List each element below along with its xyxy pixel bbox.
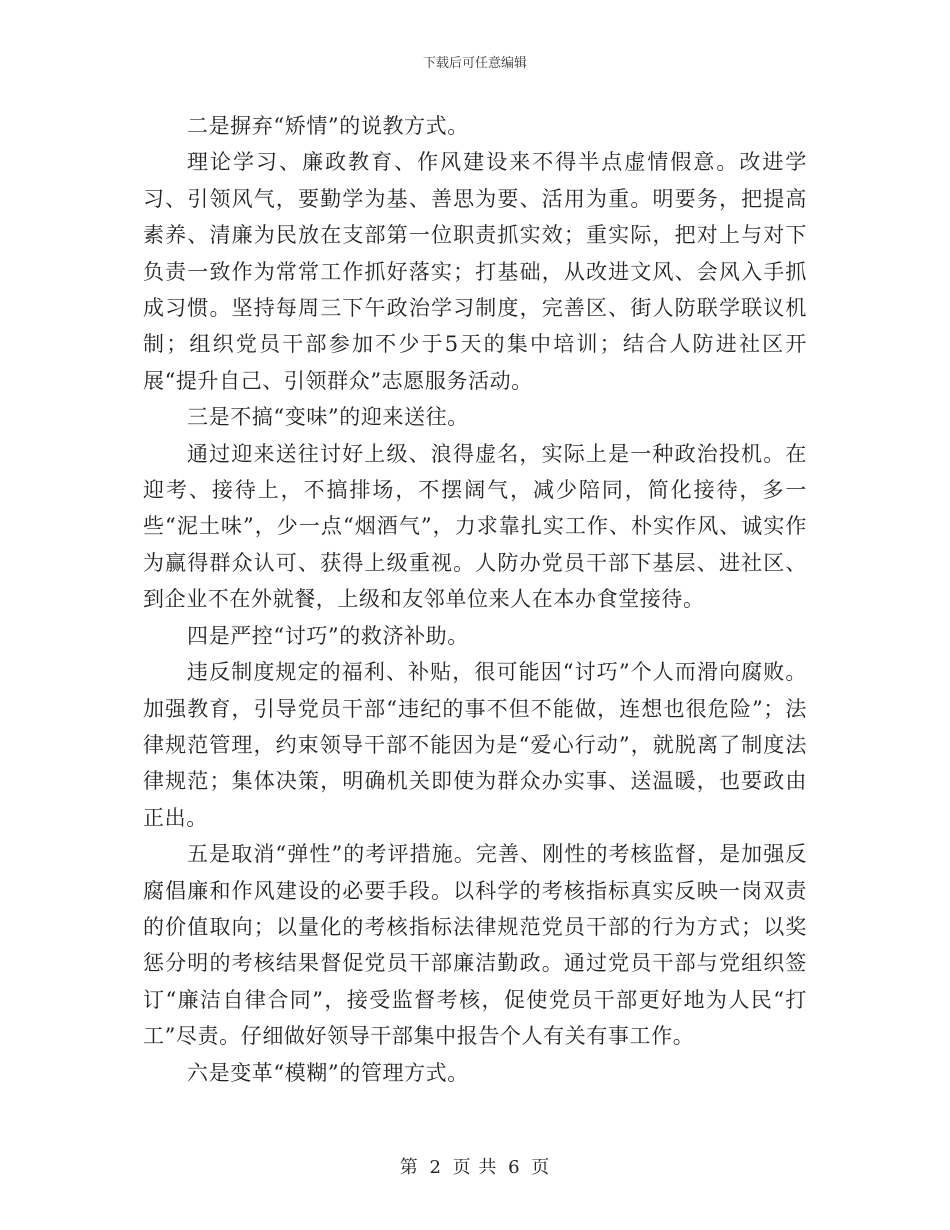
body-paragraph: 违反制度规定的福利、补贴，很可能因“讨巧”个人而滑向腐败。加强教育，引导党员干部“违纪的事不但不能做，连想也很危险”；法律规范管理，约束领导干部不能因为是“爱心行动”，就脱离了制度法律规范；集体决策，明确机关即使为群众办实事、送温暖，也要政由正出。 [143, 660, 807, 830]
page-footer [0, 1153, 950, 1179]
section-heading-4: 四是严控“讨巧”的救济补助。 [187, 623, 469, 648]
total-page-count: 6 [508, 1157, 521, 1178]
document-body [143, 108, 807, 1091]
body-paragraph: 理论学习、廉政教育、作风建设来不得半点虚情假意。改进学习、引领风气，要勤学为基、善思为要、活用为重。明要务，把提高素养、清廉为民放在支部第一位职责抓实效；重实际，把对上与对下负责一致作为常常工作抓好落实；打基础，从改进文风、会风入手抓成习惯。坚持每周三下午政治学习制度，完善区、街人防联学联议机制；组织党员干部参加不少于5天的集中培训；结合人防进社区开展“提升自己、引领群众”志愿服务活动。 [143, 150, 807, 393]
footer-suffix: 页 [531, 1157, 551, 1178]
section-heading-2: 二是摒弃“矫情”的说教方式。 [187, 114, 469, 138]
page-header: 下载后可任意编辑 [422, 56, 527, 71]
current-page-number: 2 [429, 1157, 442, 1178]
section-paragraph-5: 五是取消“弹性”的考评措施。完善、刚性的考核监督，是加强反腐倡廉和作风建设的必要手段。以科学的考核指标真实反映一岗双责的价值取向；以量化的考核指标法律规范党员干部的行为方式；以奖惩分明的考核结果督促党员干部廉洁勤政。通过党员干部与党组织签订“廉洁自律合同”，接受监督考核，促使党员干部更好地为人民“打工”尽责。仔细做好领导干部集中报告个人有关有事工作。 [143, 842, 807, 1049]
section-heading-3: 三是不搞“变味”的迎来送往。 [187, 405, 469, 430]
section-heading-6: 六是变革“模糊”的管理方式。 [187, 1060, 469, 1085]
footer-prefix: 第 [399, 1157, 419, 1178]
body-paragraph: 通过迎来送往讨好上级、浪得虚名，实际上是一种政治投机。在迎考、接待上，不搞排场，不摆阔气，减少陪同，简化接待，多一些“泥土味”，少一点“烟酒气”，力求靠扎实工作、朴实作风、诚实作为赢得群众认可、获得上级重视。人防办党员干部下基层、进社区、到企业不在外就餐，上级和友邻单位来人在本办食堂接待。 [143, 441, 807, 612]
footer-middle: 页 共 [452, 1157, 498, 1178]
